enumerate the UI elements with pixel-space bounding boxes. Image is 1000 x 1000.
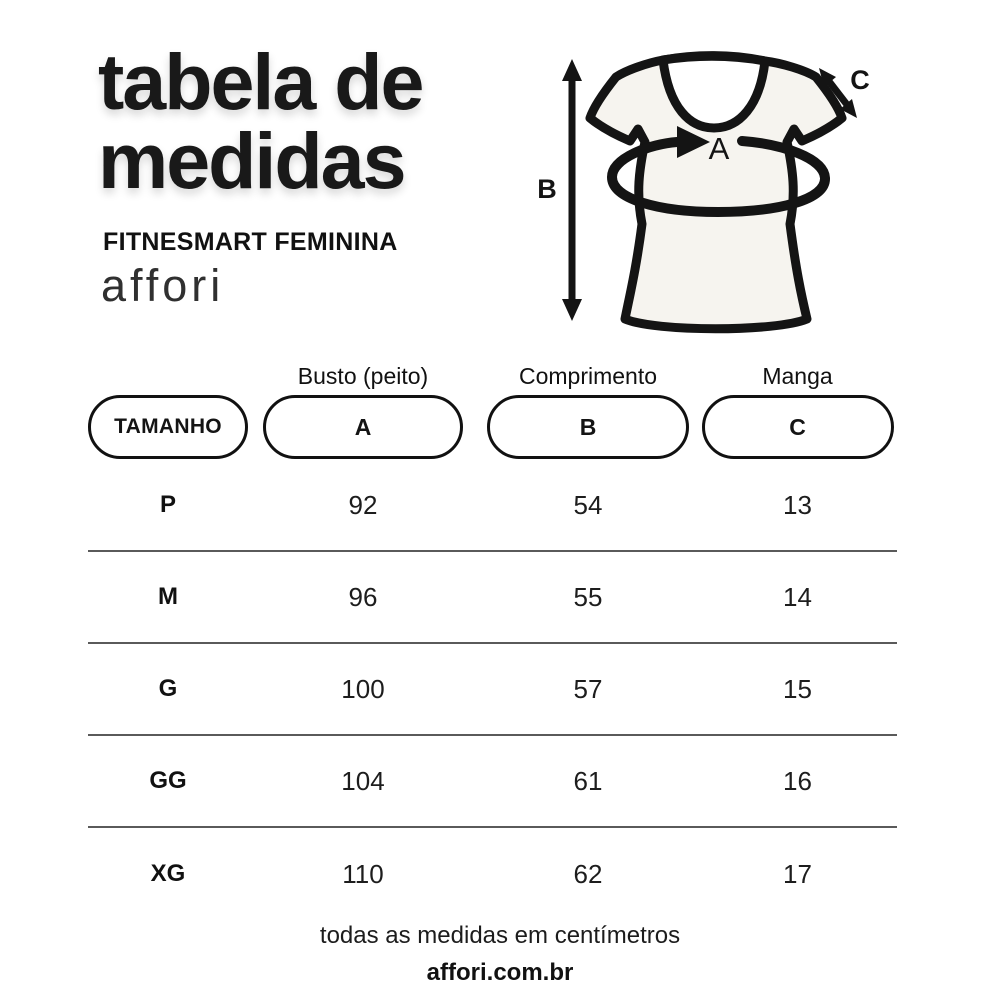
sleeve-cell: 17 (783, 858, 812, 889)
size-cell: M (158, 583, 178, 610)
bust-cell: 92 (348, 489, 378, 520)
size-cell: P (159, 491, 176, 518)
length-cell: 61 (573, 765, 603, 796)
arrow-down-icon (562, 299, 582, 321)
page-title-line2: medidas (98, 116, 405, 205)
pill-tamanho: TAMANHO (88, 395, 248, 459)
sleeve-cell: 16 (783, 765, 812, 796)
sleeve-cell: 15 (783, 673, 812, 704)
table-row (88, 552, 897, 644)
length-cell: 54 (573, 489, 603, 520)
size-cell: XG (150, 860, 186, 887)
sleeve-cell: 14 (783, 581, 812, 612)
column-header-bust: Busto (peito) (297, 362, 429, 389)
length-cell: 55 (573, 581, 603, 612)
table-row (88, 644, 897, 736)
page-title (98, 37, 423, 205)
bust-label: A (708, 131, 730, 166)
footer (0, 922, 1000, 987)
column-header-length: Comprimento (518, 362, 658, 389)
bust-cell: 100 (341, 673, 385, 704)
units-note: todas as medidas em centímetros (319, 922, 681, 949)
table-row (88, 460, 897, 552)
pill-header-row (88, 394, 897, 460)
bust-cell: 104 (341, 765, 385, 796)
product-name: FITNESMART FEMININA (103, 228, 398, 256)
size-cell: GG (149, 767, 187, 794)
page-title-line1: tabela de (98, 37, 423, 126)
length-cell: 57 (573, 673, 603, 704)
length-label: B (537, 174, 557, 204)
table-row (88, 736, 897, 828)
arrow-up-icon (562, 59, 582, 81)
website: affori.com.br (426, 959, 574, 986)
sleeve-label: C (850, 65, 870, 95)
size-cell: G (158, 675, 178, 702)
bust-cell: 110 (342, 858, 384, 889)
column-header-sleeve: Manga (762, 362, 833, 389)
length-cell: 62 (573, 858, 603, 889)
tshirt-measurement-diagram (520, 28, 980, 350)
table-row (88, 828, 897, 920)
size-table (88, 358, 897, 920)
pill-c: C (702, 395, 894, 459)
brand-logo: affori (101, 260, 225, 311)
pill-a: A (263, 395, 463, 459)
pill-b: B (487, 395, 689, 459)
length-arrow (562, 59, 582, 321)
bust-cell: 96 (348, 581, 378, 612)
sleeve-cell: 13 (783, 489, 812, 520)
column-header-row (88, 358, 897, 394)
